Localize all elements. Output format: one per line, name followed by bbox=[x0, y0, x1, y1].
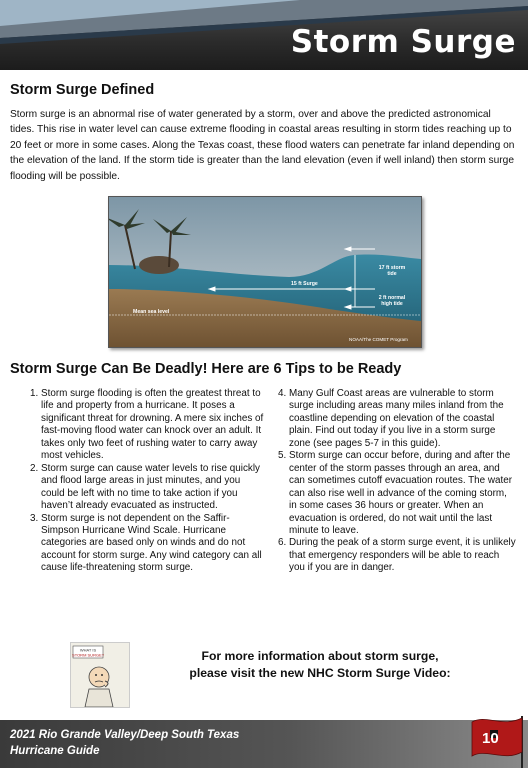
tip-item: 2. Storm surge can cause water levels to rise quickly and flood large areas in just minutes, and you could be left with no time to take action if you haven’t already evacuated as instructed. bbox=[41, 463, 266, 513]
guide-title bbox=[10, 728, 239, 759]
tip-item: 3. Storm surge is not dependent on the Saffir-Simpson Hurricane Wind Scale. Hurricane categories are based only on winds and do not account for storm surge. Any wind category can all cause life-threatening storm surge. bbox=[41, 513, 266, 575]
svg-text:STORM SURGE?: STORM SURGE? bbox=[72, 652, 104, 658]
label-2ft-normal-high-tide: 2 ft normal high tide bbox=[378, 295, 406, 307]
page-title: Storm Surge bbox=[290, 24, 516, 60]
guide-title-line-2: Hurricane Guide bbox=[10, 744, 100, 757]
tip-item: 1. Storm surge flooding is often the greatest threat to life and property from a hurricane. It poses a significant threat for drowning. A mere six inches of fast-moving flood water can knock over an adult. It takes only two feet of rushing water to carry away most vehicles. bbox=[41, 388, 266, 463]
label-mean-sea-level: Mean sea level bbox=[133, 309, 170, 315]
storm-surge-diagram bbox=[108, 196, 422, 348]
tip-item: 5. Storm surge can occur before, during and after the center of the storm passes through an area, and can sometimes cutoff evacuation routes. The water can also rise well in advance of the coming storm, in some cases 36 hours or greater. When an evacuation is ordered, do not wait until the last minute to leave. bbox=[289, 450, 516, 537]
tips-column-right bbox=[274, 388, 516, 575]
tip-item: 4. Many Gulf Coast areas are vulnerable to storm surge including areas many miles inland from the coastline depending on elevation of the coastal plain. Find out today if you live in a storm surge zone (see pages 5-7 in this guide). bbox=[289, 388, 516, 450]
tip-item: 6. During the peak of a storm surge event, it is unlikely that emergency responders will be able to reach you if you are in danger. bbox=[289, 537, 516, 574]
guide-title-line-1: 2021 Rio Grande Valley/Deep South Texas bbox=[10, 729, 240, 741]
page-number: 10 bbox=[482, 730, 499, 747]
thinking-person-icon bbox=[71, 643, 129, 707]
more-info-line-1: For more information about storm surge, bbox=[201, 649, 439, 663]
figure-credit: NOAA/The COMET Program bbox=[349, 337, 408, 342]
more-info-text bbox=[170, 648, 470, 682]
tips-column-left bbox=[26, 388, 266, 575]
section-heading-defined: Storm Surge Defined bbox=[10, 82, 155, 98]
label-15ft-surge: 15 ft Surge bbox=[291, 281, 318, 287]
label-17ft-storm-tide: 17 ft storm tide bbox=[378, 265, 406, 277]
page-footer bbox=[0, 720, 528, 768]
storm-surge-cartoon bbox=[70, 642, 130, 708]
svg-text:WHAT IS: WHAT IS bbox=[79, 647, 97, 653]
more-info-line-2: please visit the new NHC Storm Surge Video: bbox=[189, 666, 451, 680]
intro-paragraph: Storm surge is an abnormal rise of water generated by a storm, over and above the predicted astronomical tides. This rise in water level can cause extreme flooding in coastal areas resulting in storm tides reaching up to 20 feet or more in some cases. Along the Texas coast, these flood waters can penetrate far inland depending on the elevation of the land. If the storm tide is greater than the land elevation (even if well inland) then storm surge flooding will be possible. bbox=[10, 109, 515, 182]
page-header bbox=[0, 0, 528, 70]
section-heading-tips: Storm Surge Can Be Deadly! Here are 6 Tips to be Ready bbox=[10, 361, 402, 377]
